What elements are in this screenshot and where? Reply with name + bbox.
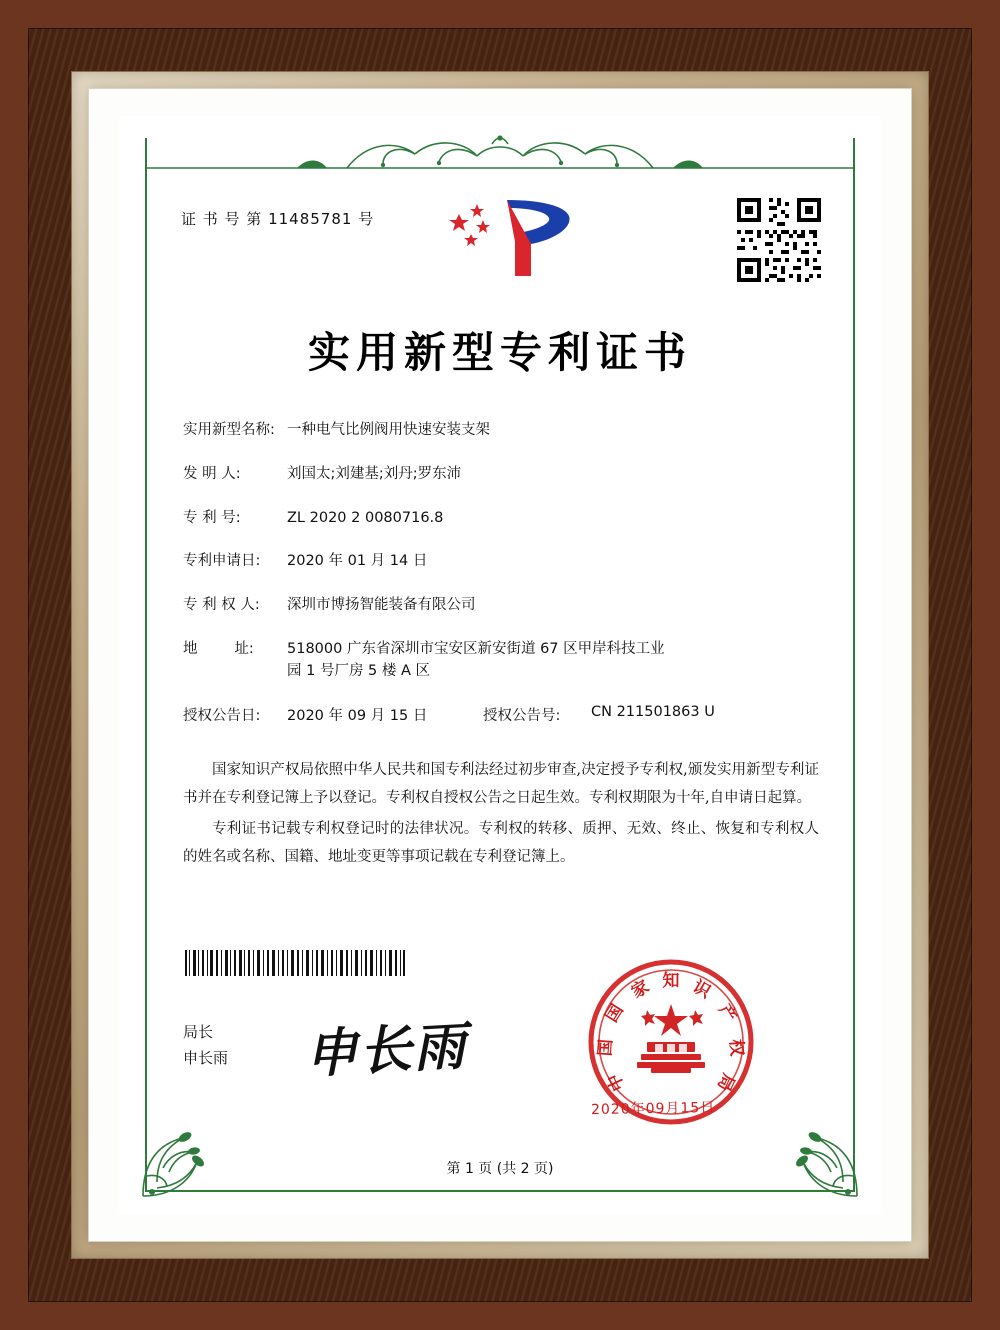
grant-number-label: 授权公告号:: [483, 708, 561, 725]
handwritten-signature: 申长雨: [303, 1015, 469, 1086]
certificate-number: 证 书 号 第 11485781 号: [181, 210, 375, 228]
legal-text-body: [183, 756, 819, 873]
field-row-patentee: [183, 595, 823, 617]
svg-text:知: 知: [662, 971, 680, 991]
svg-text:国: 国: [595, 1038, 617, 1057]
address-line-1: 518000 广东省深圳市宝安区新安街道 67 区甲岸科技工业: [287, 640, 665, 657]
page-number-footer: 第 1 页 (共 2 页): [446, 1161, 554, 1177]
qr-code-icon: [733, 194, 825, 286]
certificate-fields: [183, 420, 823, 747]
field-label: 专 利 权 人:: [183, 597, 260, 613]
field-value: ZL 2020 2 0080716.8: [287, 509, 444, 526]
field-row-address: [183, 639, 823, 683]
field-label: 专利申请日:: [183, 553, 261, 570]
paragraph-1: 国家知识产权局依照中华人民共和国专利法经过初步审查,决定授予专利权,颁发实用新型专利证书并在专利登记簿上予以登记。专利权自授权公告之日起生效。专利权期限为十年,自申请日起算。: [183, 762, 819, 807]
field-value: 刘国太;刘建基;刘丹;罗东沛: [287, 465, 462, 482]
field-label: 地 址:: [183, 640, 254, 657]
address-line-2: 园 1 号厂房 5 楼 A 区: [287, 662, 431, 679]
field-label: 专 利 号:: [183, 509, 241, 526]
svg-text:家: 家: [628, 976, 653, 1003]
paragraph-2: 专利证书记载专利权登记时的法律状况。专利权的转移、质押、无效、终止、恢复和专利权人的姓名或名称、国籍、地址变更等事项记载在专利登记簿上。: [183, 820, 819, 865]
field-row-grant-announcement: [183, 704, 823, 725]
field-value: 一种电气比例阀用快速安装支架: [287, 422, 490, 438]
patent-certificate-document: [119, 116, 881, 1214]
field-label: 发 明 人:: [183, 465, 241, 482]
svg-text:产: 产: [714, 1000, 741, 1026]
grant-number-value: CN 211501863 U: [591, 704, 715, 721]
field-row-patent-number: [183, 508, 823, 530]
signature-name: 申长雨: [183, 1048, 229, 1067]
signature-block: [183, 1020, 228, 1071]
grant-date-value: 2020 年 09 月 15 日: [287, 708, 428, 725]
field-value: 深圳市博扬智能装备有限公司: [287, 597, 476, 613]
field-row-application-date: [183, 551, 823, 573]
page-title: 实用新型专利证书: [307, 328, 692, 377]
field-value-group: [287, 639, 823, 683]
field-row-utility-model-name: [183, 420, 823, 442]
bottom-left-ornament-icon: [139, 1104, 235, 1200]
svg-text:权: 权: [725, 1038, 747, 1057]
svg-text:局: 局: [712, 1070, 739, 1095]
field-value: 2020 年 01 月 14 日: [287, 553, 428, 570]
signature-role: 局长: [183, 1023, 214, 1041]
svg-text:识: 识: [689, 976, 714, 1003]
svg-text:中: 中: [603, 1070, 630, 1095]
bottom-right-ornament-icon: [765, 1104, 861, 1200]
seal-date: 2020年09月15日: [590, 1099, 716, 1119]
barcode-icon: [183, 950, 407, 976]
svg-text:国: 国: [601, 1000, 628, 1026]
field-label: 实用新型名称:: [183, 422, 275, 438]
cnipa-logo-icon: [445, 192, 575, 282]
top-vine-ornament-icon: [147, 124, 853, 180]
grant-date-label: 授权公告日:: [183, 708, 261, 725]
field-row-inventors: [183, 464, 823, 486]
